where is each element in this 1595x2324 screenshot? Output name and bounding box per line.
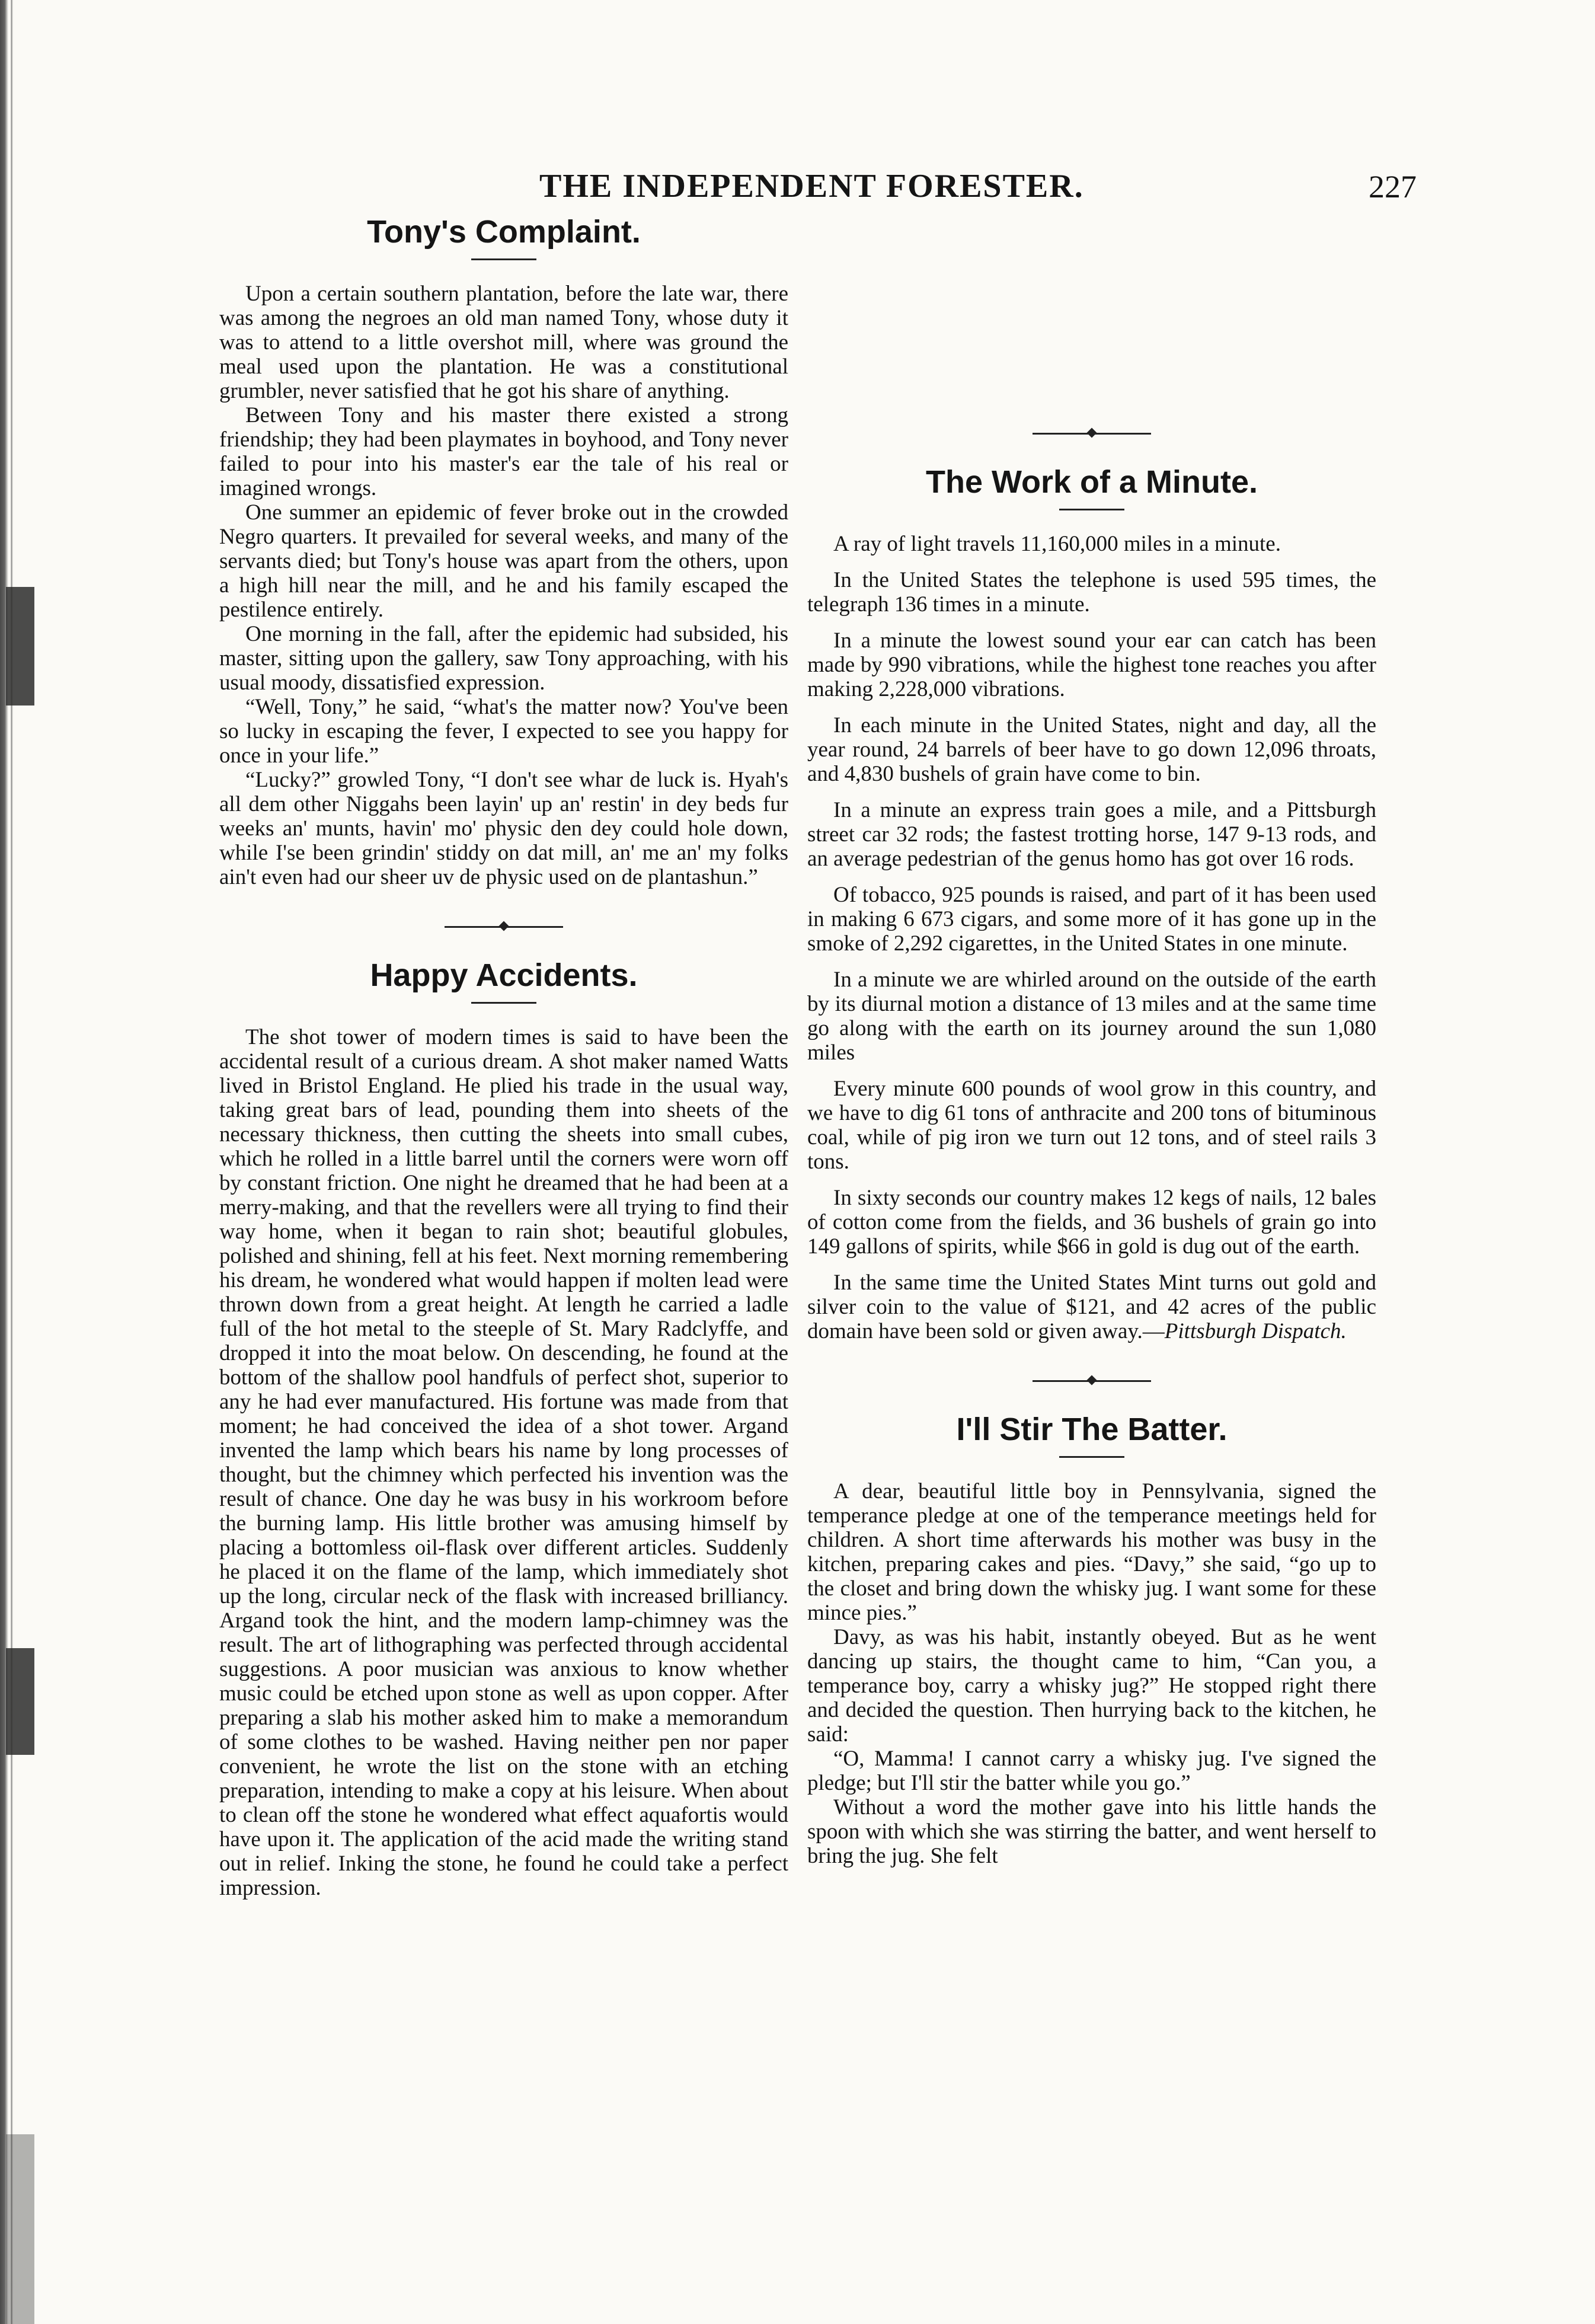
article-paragraph: One morning in the fall, after the epidemic had subsided, his master, sitting upon the gallery, saw Tony approaching, with his usual moody, dissatisfied expression.: [219, 622, 788, 695]
article-paragraph: Davy, as was his habit, instantly obeyed. But as he went dancing up stairs, the thought came to him, “Can you, a temperance boy, carry a whisky jug?” He stopped right there and decided the question. Then hurrying back to the kitchen, he said:: [807, 1625, 1376, 1747]
article-paragraph: In the United States the telephone is used 595 times, the telegraph 136 times in a minute.: [807, 568, 1376, 617]
article-paragraph: Without a word the mother gave into his little hands the spoon with which she was stirring the batter, and went herself to bring the jug. She felt: [807, 1795, 1376, 1868]
page-header: [219, 167, 1417, 209]
article-paragraph: Between Tony and his master there existed a strong friendship; they had been playmates in boyhood, and Tony never failed to pour into his master's ear the tale of his real or imagined wrongs.: [219, 403, 788, 500]
right-column: [807, 213, 1376, 1868]
page-binding-edge: [0, 0, 36, 2324]
section-ornament: [1033, 427, 1151, 440]
title-rule: [1059, 1456, 1124, 1458]
title-rule: [471, 1002, 536, 1004]
article-title: Tony's Complaint.: [367, 214, 641, 250]
article-paragraph: A dear, beautiful little boy in Pennsylvania, signed the temperance pledge at one of the temperance meetings held for children. A short time afterwards his mother was busy in the kitchen, preparing cakes and pies. “Davy,” she said, “go up to the closet and bring down the whisky jug. I want some for these mince pies.”: [807, 1479, 1376, 1625]
article-paragraph: In a minute the lowest sound your ear can catch has been made by 990 vibrations, while the highest tone reaches you after making 2,228,000 vibrations.: [807, 628, 1376, 701]
article-paragraph: “Lucky?” growled Tony, “I don't see whar de luck is. Hyah's all dem other Niggahs been layin' up an' restin' in dey beds fur weeks an' munts, havin' mo' physic den dey could hole down, while I'se been grindin' stiddy on dat mill, an' me an' my folks ain't even had our sheer uv de physic used on de plantashun.”: [219, 768, 788, 889]
article-paragraph: Of tobacco, 925 pounds is raised, and part of it has been used in making 6 673 cigars, and some more of it has gone up in the smoke of 2,292 cigarettes, in the United States in one minute.: [807, 883, 1376, 956]
paragraph-text: In the same time the United States Mint turns out gold and silver coin to the value of $121, and 42 acres of the public domain have been sold or given away.—: [807, 1270, 1376, 1343]
article-paragraph: A ray of light travels 11,160,000 miles in a minute.: [833, 532, 1281, 556]
article-paragraph: One summer an epidemic of fever broke out in the crowded Negro quarters. It prevailed for several weeks, and many of the servants died; but Tony's house was apart from the others, upon a high hill near the mill, and he and his family escaped the pestilence entirely.: [219, 500, 788, 622]
section-ornament: [445, 920, 563, 933]
page-number: 227: [1369, 169, 1417, 205]
article-paragraph: [807, 1270, 1376, 1343]
title-rule: [1059, 509, 1124, 510]
article-title: The Work of a Minute.: [925, 464, 1258, 500]
article-title: I'll Stir The Batter.: [956, 1412, 1228, 1447]
article-paragraph: In sixty seconds our country makes 12 kegs of nails, 12 bales of cotton come from the fields, and 36 bushels of grain go into 149 gallons of spirits, while $66 in gold is dug out of the earth.: [807, 1186, 1376, 1259]
title-rule: [471, 258, 536, 260]
section-ornament: [1033, 1374, 1151, 1387]
running-title: THE INDEPENDENT FORESTER.: [539, 168, 1084, 205]
left-column: [219, 213, 788, 1900]
article-paragraph: The shot tower of modern times is said to have been the accidental result of a curious dream. A shot maker named Watts lived in Bristol England. He plied his trade in the usual way, taking great bars of lead, pounding them into sheets of the necessary thickness, then cutting the sheets into small cubes, which he rolled in a little barrel until the corners were worn off by constant friction. One night he dreamed that he had been at a merry-making, and that the revellers were all trying to find their way home, when it began to rain shot; beautiful globules, polished and shining, fell at his feet. Next morning remembering his dream, he wondered what would happen if molten lead were thrown down from a great height. At length he carried a ladle full of the hot metal to the steeple of St. Mary Radclyffe, and dropped it into the moat below. On descending, he found at the bottom of the shallow pool handfuls of perfect shot, superior to any he had ever manufactured. His fortune was made from that moment; he had conceived the idea of a shot tower. Argand invented the lamp which bears his name by long processes of thought, but the chimney which perfected his invention was the result of chance. One day he was busy in his workroom before the burning lamp. His little brother was amusing himself by placing a bottomless oil-flask over different articles. Suddenly he placed it on the flame of the lamp, which immediately shot up the long, circular neck of the flask with increased brilliancy. Argand took the hint, and the modern lamp-chimney was the result. The art of lithographing was perfected through accidental suggestions. A poor musician was anxious to know whether music could be etched upon stone as well as upon copper. After preparing a slab his mother asked him to make a memorandum of some clothes to be washed. Having neither pen nor paper convenient, he wrote the list on the stone with an etching preparation, intending to make a copy at his leisure. When about to clean off the stone he wondered what effect aquafortis would have upon it. The application of the acid made the writing stand out in relief. Inking the stone, he found he could take a perfect impression.: [219, 1025, 788, 1900]
article-paragraph: Upon a certain southern plantation, before the late war, there was among the negroes an old man named Tony, whose duty it was to attend to a little overshot mill, where was ground the meal used upon the plantation. He was a constitutional grumbler, never satisfied that he got his share of anything.: [219, 282, 788, 403]
binding-mark: [6, 2134, 34, 2324]
article-paragraph: Every minute 600 pounds of wool grow in this country, and we have to dig 61 tons of anthracite and 200 tons of bituminous coal, while of pig iron we turn out 12 tons, and of steel rails 3 tons.: [807, 1077, 1376, 1174]
binding-mark: [6, 1648, 34, 1755]
article-paragraph: “O, Mamma! I cannot carry a whisky jug. I've signed the pledge; but I'll stir the batter while you go.”: [807, 1747, 1376, 1795]
article-paragraph: In each minute in the United States, night and day, all the year round, 24 barrels of beer have to go down 12,096 throats, and 4,830 bushels of grain have come to bin.: [807, 713, 1376, 786]
source-credit: Pittsburgh Dispatch.: [1164, 1319, 1347, 1343]
article-paragraph: In a minute we are whirled around on the outside of the earth by its diurnal motion a distance of 13 miles and at the same time go along with the earth on its journey around the sun 1,080 miles: [807, 968, 1376, 1065]
article-paragraph: In a minute an express train goes a mile, and a Pittsburgh street car 32 rods; the fastest trotting horse, 147 9-13 rods, and an average pedestrian of the genus homo has got over 16 rods.: [807, 798, 1376, 871]
article-title: Happy Accidents.: [370, 957, 638, 993]
article-paragraph: “Well, Tony,” he said, “what's the matter now? You've been so lucky in escaping the fever, I expected to see you happy for once in your life.”: [219, 695, 788, 768]
binding-mark: [6, 587, 34, 706]
